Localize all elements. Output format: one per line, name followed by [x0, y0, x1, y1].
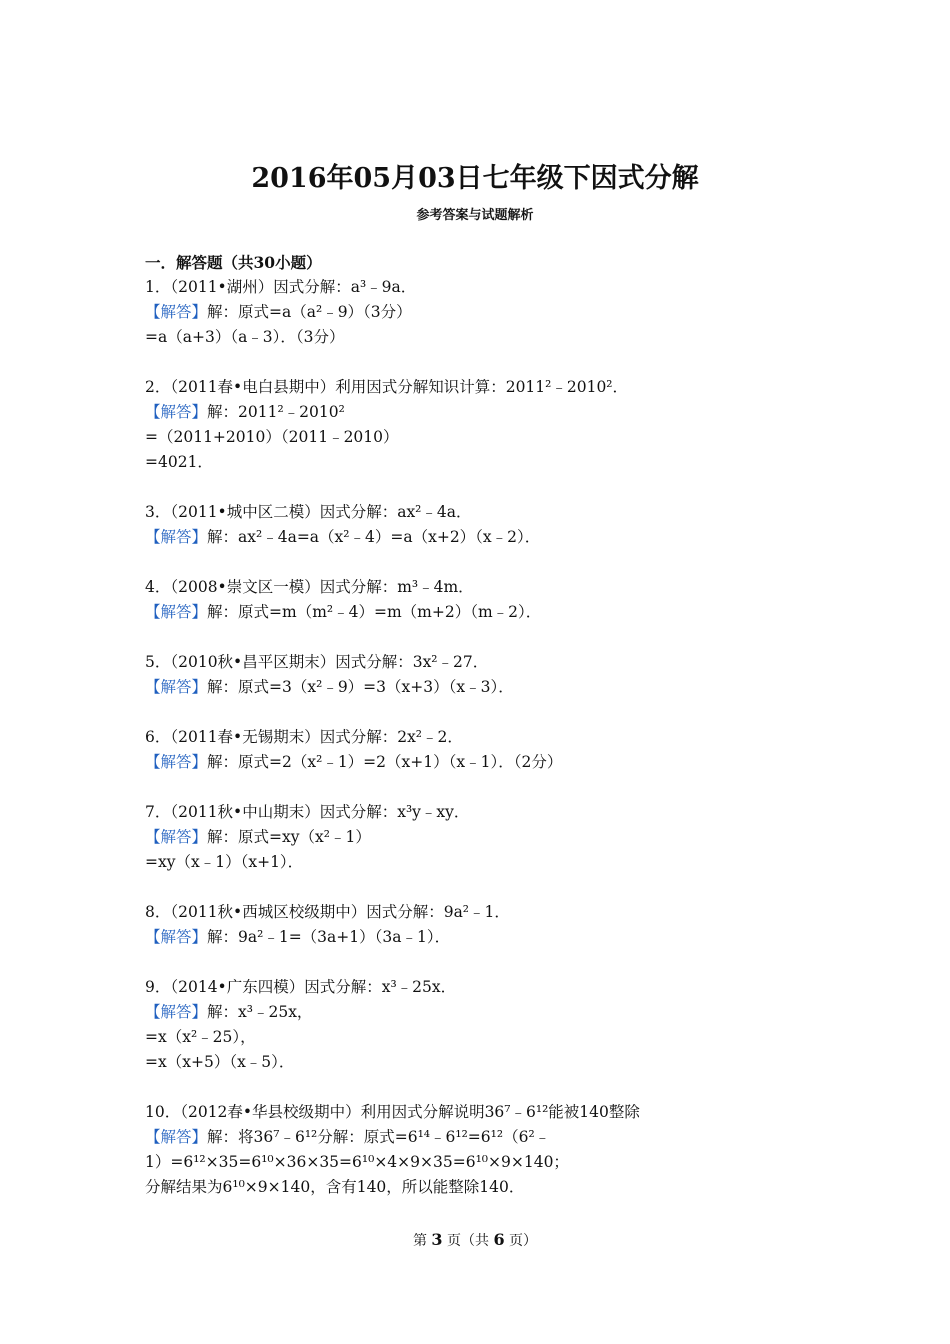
- footer-middle: 页（共: [447, 1233, 489, 1249]
- answer-tag: 【解答】: [145, 528, 208, 546]
- footer-suffix: 页）: [509, 1233, 538, 1249]
- solution-step: 分解结果为6¹⁰×9×140，含有140，所以能整除140．: [145, 1178, 525, 1196]
- answer-text: 解：ax²﹣4a=a（x²﹣4）=a（x+2）（x﹣2）．: [207, 528, 541, 546]
- problem-question: 4．（2008•崇文区一模）因式分解：m³﹣4m．: [145, 578, 474, 596]
- footer-total-pages: 6: [493, 1230, 505, 1249]
- spacer: [145, 875, 825, 900]
- problem-question: 8．（2011秋•西城区校级期中）因式分解：9a²﹣1．: [145, 903, 510, 921]
- problem-item: [145, 575, 825, 650]
- problem-item: [145, 375, 825, 500]
- problem-answer: [145, 675, 825, 700]
- solution-step: =xy（x﹣1）（x+1）．: [145, 853, 304, 871]
- answer-text: 解：原式=m（m²﹣4）=m（m+2）（m﹣2）．: [207, 603, 542, 621]
- problem-item: [145, 800, 825, 900]
- page-footer: [0, 1230, 950, 1250]
- spacer: [145, 700, 825, 725]
- answer-text: 解：原式=2（x²﹣1）=2（x+1）（x﹣1）．（2分）: [207, 753, 563, 771]
- answer-tag: 【解答】: [145, 403, 208, 421]
- spacer: [145, 950, 825, 975]
- problem-answer: [145, 750, 825, 775]
- answer-text: 解：原式=a（a²﹣9）（3分）: [207, 303, 412, 321]
- problem-item: [145, 275, 825, 375]
- answer-tag: 【解答】: [145, 828, 208, 846]
- answer-section: [145, 250, 825, 1200]
- problem-question: 6．（2011春•无锡期末）因式分解：2x²﹣2．: [145, 728, 463, 746]
- problem-question: 10．（2012春•华县校级期中）利用因式分解说明36⁷﹣6¹²能被140整除: [145, 1103, 640, 1121]
- problem-question: 9．（2014•广东四模）因式分解：x³﹣25x．: [145, 978, 457, 996]
- solution-step: =x（x²﹣25），: [145, 1028, 256, 1046]
- problem-item: [145, 500, 825, 575]
- spacer: [145, 625, 825, 650]
- problem-item: [145, 725, 825, 800]
- solution-step: =4021．: [145, 453, 213, 471]
- problem-question: 1．（2011•湖州）因式分解：a³﹣9a．: [145, 278, 417, 296]
- answer-tag: 【解答】: [145, 1128, 208, 1146]
- answer-text: 解：2011²﹣2010²: [207, 403, 345, 421]
- problem-answer: [145, 925, 825, 950]
- problem-item: [145, 650, 825, 725]
- answer-text: 解：将36⁷﹣6¹²分解：原式=6¹⁴﹣6¹²=6¹²（6²﹣: [207, 1128, 551, 1146]
- solution-step: 1）=6¹²×35=6¹⁰×36×35=6¹⁰×4×9×35=6¹⁰×9×140；: [145, 1153, 569, 1171]
- problem-answer: [145, 300, 825, 325]
- problem-answer: [145, 525, 825, 550]
- spacer: [145, 1075, 825, 1100]
- section-heading: 一．解答题（共30小题）: [145, 253, 322, 272]
- answer-tag: 【解答】: [145, 1003, 208, 1021]
- solution-step: =x（x+5）（x﹣5）．: [145, 1053, 295, 1071]
- answer-tag: 【解答】: [145, 678, 208, 696]
- answer-tag: 【解答】: [145, 928, 208, 946]
- problem-question: 7．（2011秋•中山期末）因式分解：x³y﹣xy．: [145, 803, 470, 821]
- problem-question: 2．（2011春•电白县期中）利用因式分解知识计算：2011²﹣2010²．: [145, 378, 629, 396]
- problem-item: [145, 1100, 825, 1200]
- spacer: [145, 475, 825, 500]
- document-title: 2016年05月03日七年级下因式分解: [251, 163, 699, 194]
- spacer: [145, 550, 825, 575]
- problem-answer: [145, 400, 825, 425]
- answer-tag: 【解答】: [145, 603, 208, 621]
- problem-answer: [145, 1125, 825, 1150]
- solution-step: =a（a+3）（a﹣3）．（3分）: [145, 328, 345, 346]
- solution-step: =（2011+2010）（2011﹣2010）: [145, 428, 399, 446]
- document-subtitle: 参考答案与试题解析: [416, 208, 534, 223]
- problem-question: 3．（2011•城中区二模）因式分解：ax²﹣4a．: [145, 503, 472, 521]
- problem-answer: [145, 1000, 825, 1025]
- spacer: [145, 775, 825, 800]
- problem-item: [145, 975, 825, 1100]
- answer-tag: 【解答】: [145, 303, 208, 321]
- footer-current-page: 3: [431, 1230, 443, 1249]
- problem-answer: [145, 825, 825, 850]
- answer-text: 解：原式=3（x²﹣9）=3（x+3）（x﹣3）．: [207, 678, 514, 696]
- answer-text: 解：原式=xy（x²﹣1）: [207, 828, 371, 846]
- spacer: [145, 350, 825, 375]
- answer-text: 解：x³﹣25x，: [207, 1003, 313, 1021]
- problem-answer: [145, 600, 825, 625]
- problem-item: [145, 900, 825, 975]
- problem-list: [145, 275, 825, 1200]
- answer-text: 解：9a²﹣1=（3a+1）（3a﹣1）．: [207, 928, 451, 946]
- answer-tag: 【解答】: [145, 753, 208, 771]
- problem-question: 5．（2010秋•昌平区期末）因式分解：3x²﹣27．: [145, 653, 489, 671]
- footer-prefix: 第: [412, 1233, 427, 1249]
